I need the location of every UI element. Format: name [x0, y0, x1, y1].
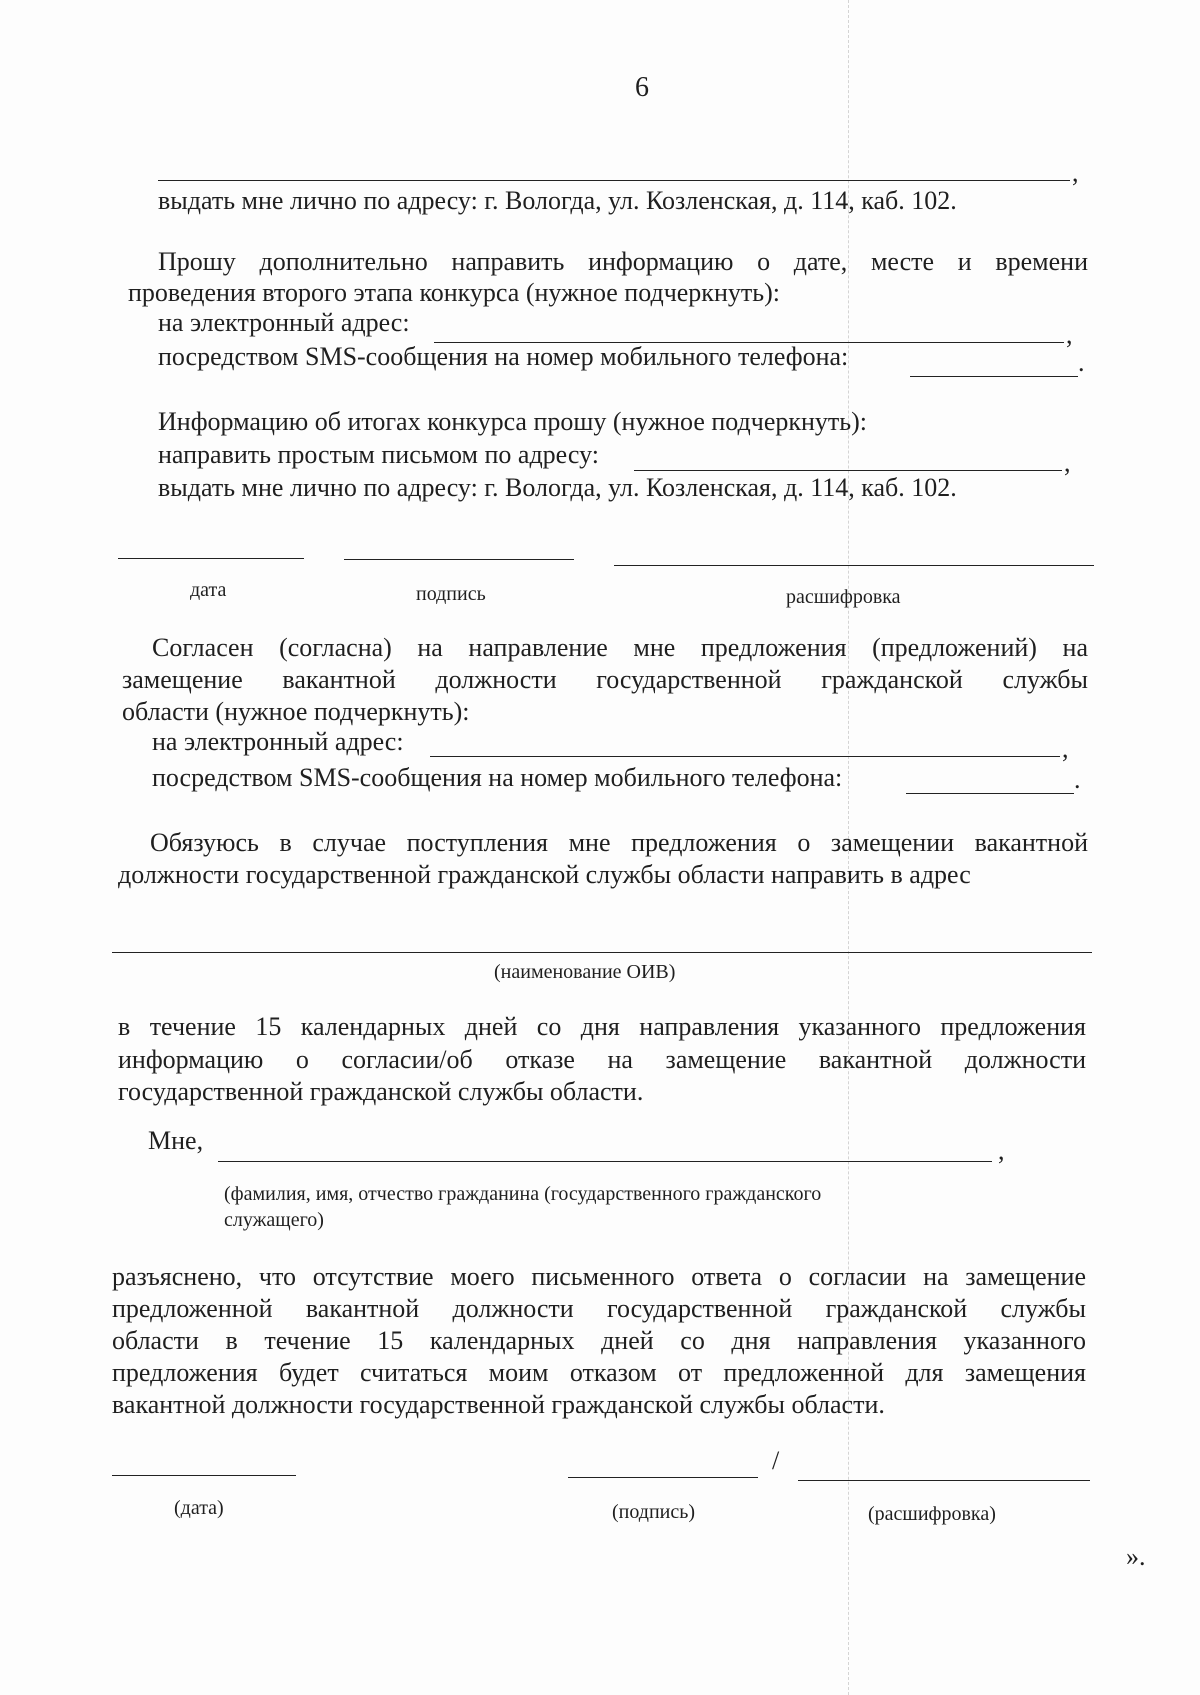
- decoding-caption: (расшифровка): [868, 1503, 996, 1525]
- paragraph-line: должности государственной гражданской службы области направить в адрес: [118, 860, 971, 889]
- paragraph-line: разъяснено, что отсутствие моего письменного ответа о согласии на замещение: [112, 1262, 1086, 1291]
- paragraph-line: Прошу дополнительно направить информацию о дате, месте и времени: [158, 247, 1088, 276]
- full-name-caption: (фамилия, имя, отчество гражданина (государственного гражданского: [224, 1183, 822, 1205]
- date-caption: (дата): [174, 1497, 224, 1519]
- date-caption: дата: [190, 579, 227, 601]
- sms-label: посредством SMS-сообщения на номер мобильного телефона:: [152, 763, 843, 792]
- closing-quote: ».: [1126, 1542, 1146, 1571]
- mail-address-line: [634, 470, 1062, 471]
- pickup-address-line: выдать мне лично по адресу: г. Вологда, ул. Козленская, д. 114, каб. 102.: [158, 186, 957, 215]
- paragraph-line: Согласен (согласна) на направление мне предложения (предложений) на: [152, 633, 1088, 662]
- paragraph-line: информацию о согласии/об отказе на замещение вакантной должности: [118, 1045, 1086, 1074]
- mail-end: ,: [1064, 448, 1071, 477]
- agency-caption: (наименование ОИВ): [494, 961, 676, 983]
- trailing-comma: ,: [1072, 158, 1079, 187]
- full-name-caption: служащего): [224, 1209, 324, 1231]
- decoding-line: [798, 1480, 1090, 1481]
- paragraph-line: проведения второго этапа конкурса (нужное подчеркнуть):: [128, 278, 780, 307]
- decoding-caption: расшифровка: [786, 586, 901, 608]
- signature-line: [344, 559, 574, 560]
- signature-caption: подпись: [416, 583, 486, 605]
- email-label: на электронный адрес:: [152, 727, 404, 756]
- paragraph-line: вакантной должности государственной гражданской службы области.: [112, 1390, 885, 1419]
- paragraph-line: области (нужное подчеркнуть):: [122, 697, 470, 726]
- decoding-line: [614, 565, 1094, 566]
- full-name-line: [218, 1161, 992, 1162]
- to-me-label: Мне,: [148, 1126, 204, 1155]
- pickup-address-line: выдать мне лично по адресу: г. Вологда, ул. Козленская, д. 114, каб. 102.: [158, 473, 957, 502]
- sms-end: .: [1078, 348, 1085, 377]
- blank-line: [158, 180, 1070, 181]
- email-field-line: [430, 756, 1060, 757]
- email-label: на электронный адрес:: [158, 308, 410, 337]
- agency-name-line: [112, 952, 1092, 953]
- slash-separator: /: [772, 1446, 780, 1475]
- paragraph-line: замещение вакантной должности государственной гражданской службы: [122, 665, 1088, 694]
- email-end: ,: [1066, 320, 1073, 349]
- paragraph-line: предложенной вакантной должности государственной гражданской службы: [112, 1294, 1086, 1323]
- phone-field-line: [906, 793, 1074, 794]
- paragraph-line: государственной гражданской службы области.: [118, 1077, 644, 1106]
- page-number: 6: [635, 72, 649, 103]
- paragraph-line: Обязуюсь в случае поступления мне предложения о замещении вакантной: [150, 828, 1088, 857]
- paragraph-line: области в течение 15 календарных дней со дня направления указанного: [112, 1326, 1086, 1355]
- phone-field-line: [910, 376, 1078, 377]
- date-line: [112, 1475, 296, 1476]
- paragraph-line: в течение 15 календарных дней со дня направления указанного предложения: [118, 1012, 1086, 1041]
- date-line: [118, 558, 304, 559]
- mail-label: направить простым письмом по адресу:: [158, 440, 599, 469]
- signature-line: [568, 1477, 758, 1478]
- sms-label: посредством SMS-сообщения на номер мобильного телефона:: [158, 342, 849, 371]
- email-end: ,: [1062, 734, 1069, 763]
- full-name-end: ,: [998, 1136, 1005, 1165]
- signature-caption: (подпись): [612, 1501, 696, 1523]
- sms-end: .: [1074, 765, 1081, 794]
- paragraph-line: предложения будет считаться моим отказом от предложенной для замещения: [112, 1358, 1086, 1387]
- results-intro: Информацию об итогах конкурса прошу (нужное подчеркнуть):: [158, 407, 868, 436]
